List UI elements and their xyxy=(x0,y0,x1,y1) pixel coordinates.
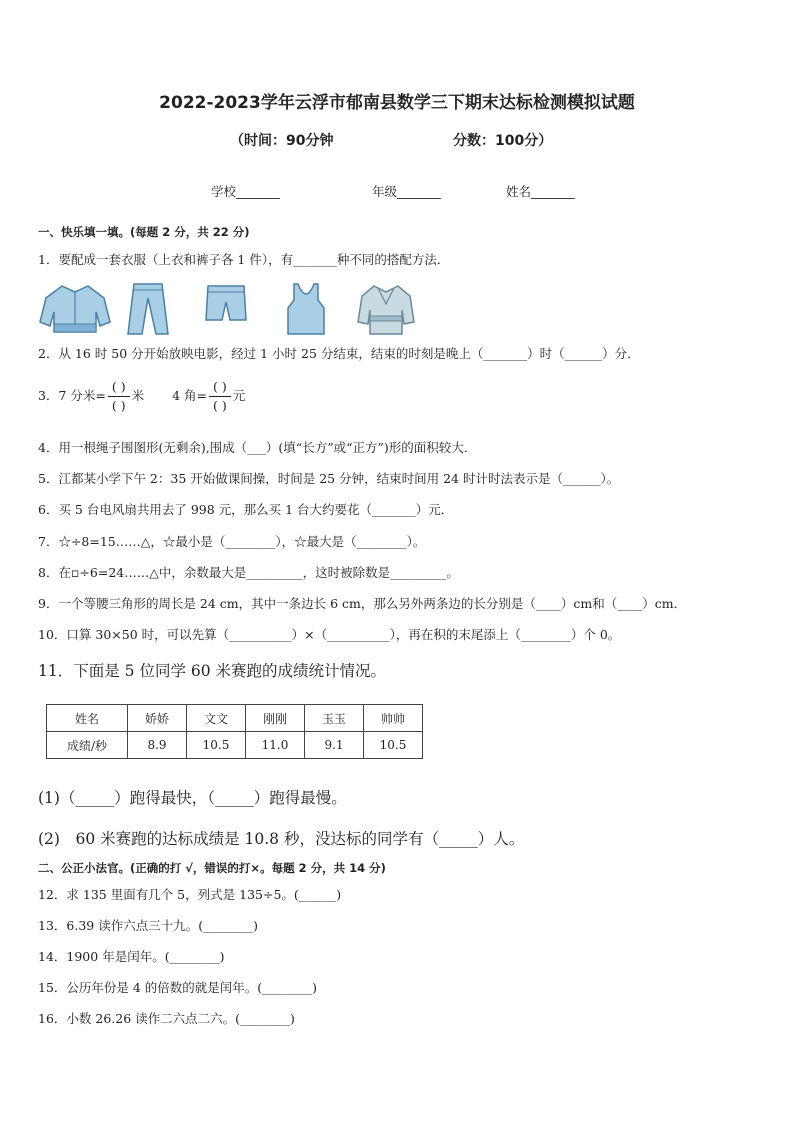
q3-prefix: 3．7 分米= xyxy=(38,388,106,403)
jacket-icon xyxy=(38,282,112,336)
q3-unit-2: 元 xyxy=(232,388,246,403)
table-cell: 8.9 xyxy=(128,732,187,759)
table-header-cell: 姓名 xyxy=(47,705,128,732)
q3-fraction-1 xyxy=(108,378,130,415)
table-cell: 10.5 xyxy=(187,732,246,759)
question-16: 16．小数 26.26 读作二六点二六。(________) xyxy=(38,1011,295,1026)
table-cell: 9.1 xyxy=(305,732,364,759)
question-5: 5．江都某小学下午 2：35 开始做课间操，时间是 25 分钟，结束时间用 24 时计时法表示是（______）。 xyxy=(38,471,620,486)
question-10: 10．口算 30×50 时，可以先算（__________）×（__________），再在积的末尾添上（________）个 0。 xyxy=(38,627,621,642)
name-field: 姓名_______ xyxy=(506,184,575,199)
question-15: 15．公历年份是 4 的倍数的就是闰年。(________) xyxy=(38,980,318,995)
question-11-part-2: (2) 60 米赛跑的达标成绩是 10.8 秒，没达标的同学有（_____）人。 xyxy=(38,830,525,848)
table-cell: 10.5 xyxy=(364,732,423,759)
table-header-cell: 刚刚 xyxy=(246,705,305,732)
section-2-heading: 二、公正小法官。(正确的打 √，错误的打×。每题 2 分，共 14 分) xyxy=(38,861,386,875)
question-3 xyxy=(38,378,245,415)
coat-icon xyxy=(356,282,416,336)
table-cell: 成绩/秒 xyxy=(47,732,128,759)
table-header-row xyxy=(47,705,423,732)
question-7: 7．☆÷8=15……△，☆最小是（________），☆最大是（________）。 xyxy=(38,534,426,549)
tank-top-icon xyxy=(284,282,328,336)
school-field: 学校_______ xyxy=(211,184,280,199)
question-14: 14．1900 年是闰年。(________) xyxy=(38,949,225,964)
shorts-icon xyxy=(204,282,248,324)
q3-numerator-1: ( ) xyxy=(108,378,130,397)
table-header-cell: 文文 xyxy=(187,705,246,732)
q3-unit-1: 米 xyxy=(131,388,145,403)
grade-field: 年级_______ xyxy=(372,184,441,199)
q3-mid: 4 角= xyxy=(172,388,208,403)
q3-denominator-2: ( ) xyxy=(213,398,227,413)
question-9: 9．一个等腰三角形的周长是 24 cm，其中一条边长 6 cm，那么另外两条边的长分别是（____）cm和（____）cm． xyxy=(38,596,687,611)
pants-icon xyxy=(126,282,170,336)
table-header-cell: 帅帅 xyxy=(364,705,423,732)
question-1: 1．要配成一套衣服（上衣和裤子各 1 件），有_______种不同的搭配方法． xyxy=(38,252,450,267)
q3-numerator-2: ( ) xyxy=(209,378,231,397)
question-11-part-1: (1)（_____）跑得最快，（_____）跑得最慢。 xyxy=(38,789,347,807)
question-8: 8．在▫÷6=24……△中，余数最大是_________，这时被除数是_________。 xyxy=(38,565,459,580)
table-header-cell: 娇娇 xyxy=(128,705,187,732)
table-header-cell: 玉玉 xyxy=(305,705,364,732)
exam-time: （时间：90分钟 xyxy=(230,133,334,149)
question-6: 6．买 5 台电风扇共用去了 998 元，那么买 1 台大约要花（_______）元． xyxy=(38,502,454,517)
question-11: 11．下面是 5 位同学 60 米赛跑的成绩统计情况。 xyxy=(38,662,387,680)
table-row xyxy=(47,732,423,759)
section-1-heading: 一、快乐填一填。(每题 2 分，共 22 分) xyxy=(38,225,250,239)
score-table xyxy=(46,704,423,759)
q3-fraction-2 xyxy=(209,378,231,415)
exam-score: 分数：100分） xyxy=(453,133,553,149)
table-cell: 11.0 xyxy=(246,732,305,759)
q3-denominator-1: ( ) xyxy=(111,398,126,413)
question-13: 13．6.39 读作六点三十九。(________) xyxy=(38,918,258,933)
question-4: 4．用一根绳子围图形(无剩余),围成（___）(填“长方”或“正方”)形的面积较大． xyxy=(38,440,477,455)
question-12: 12．求 135 里面有几个 5，列式是 135÷5。(______) xyxy=(38,887,342,902)
page-title: 2022-2023学年云浮市郁南县数学三下期末达标检测模拟试题 xyxy=(159,93,635,113)
question-2: 2．从 16 时 50 分开始放映电影，经过 1 小时 25 分结束，结束的时刻是晚上（_______）时（______）分． xyxy=(38,346,640,361)
